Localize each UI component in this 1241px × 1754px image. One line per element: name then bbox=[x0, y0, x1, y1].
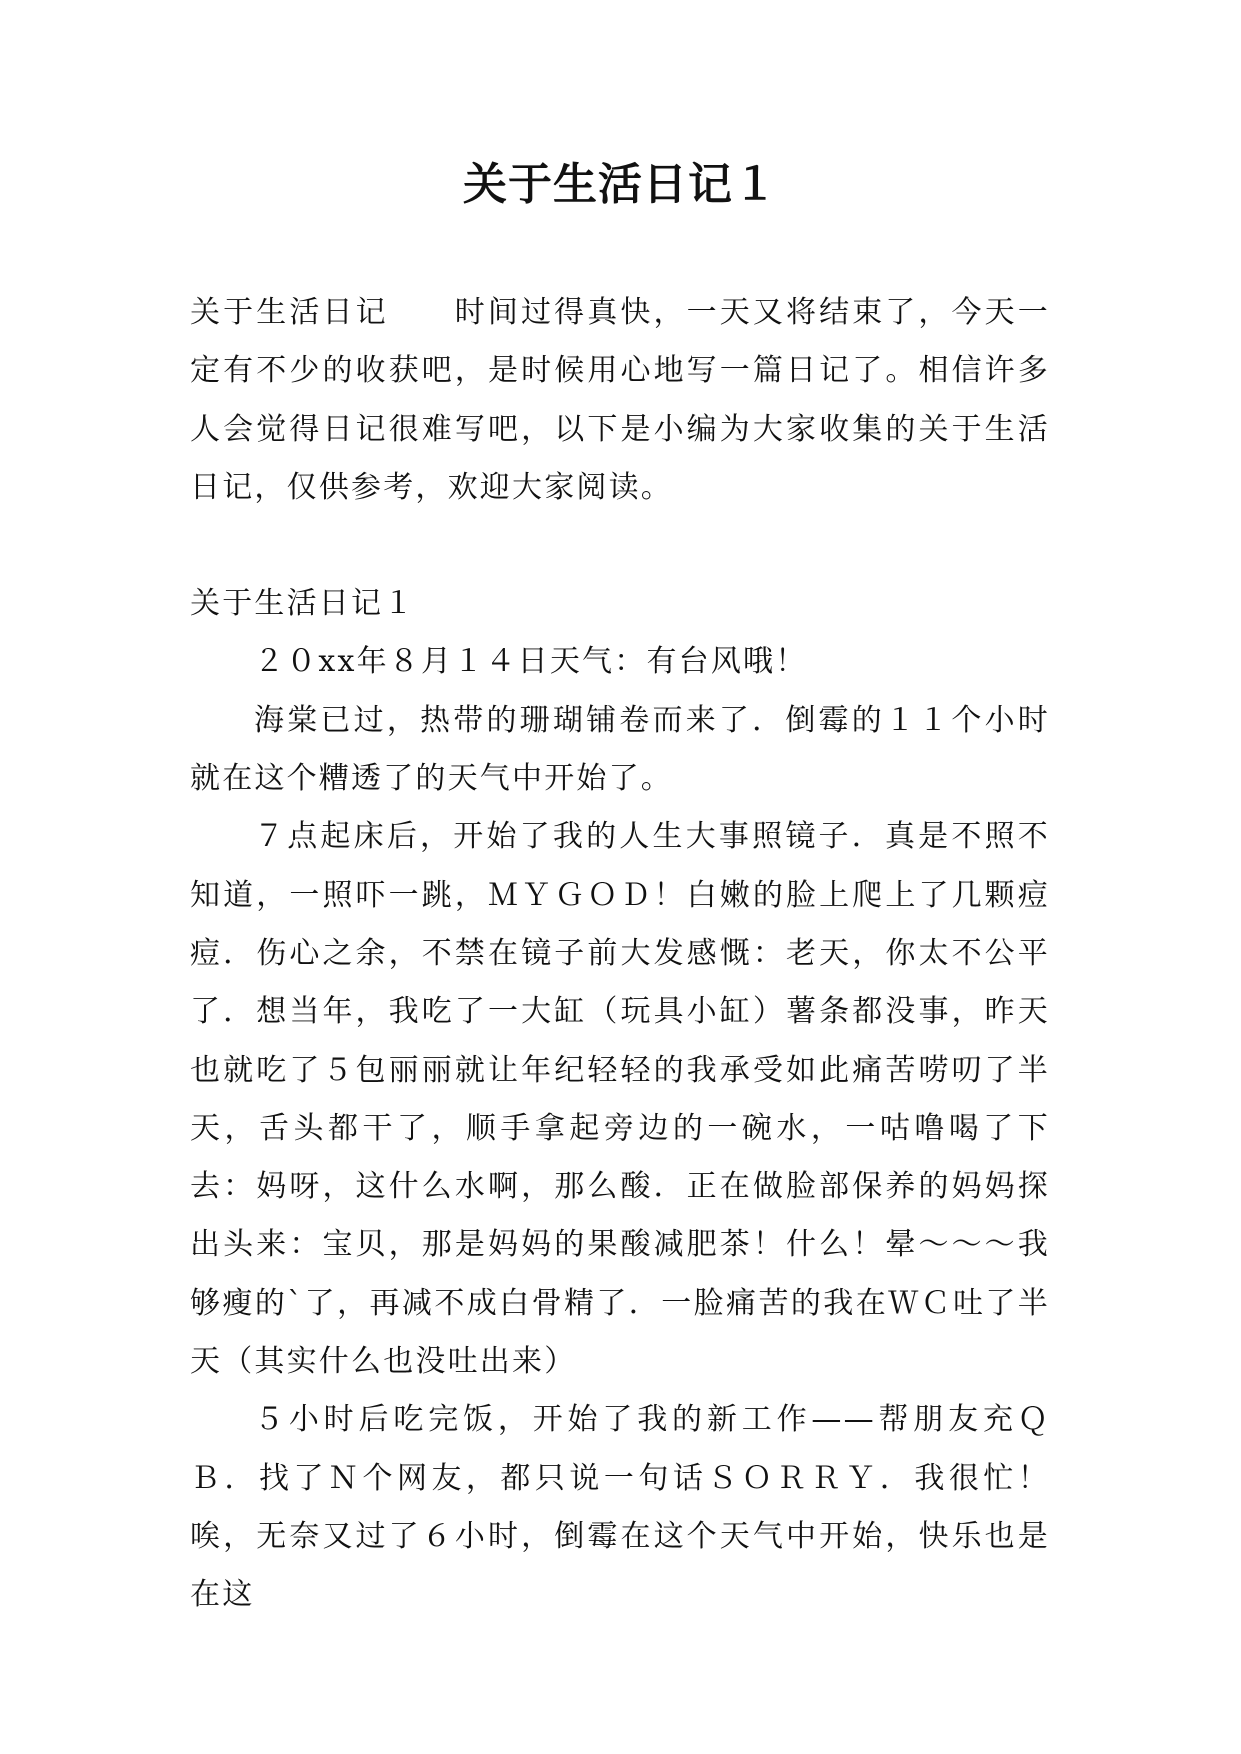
intro-text: 时间过得真快，一天又将结束了，今天一定有不少的收获吧，是时候用心地写一篇日记了。相信许多人会觉得日记很难写吧，以下是小编为大家收集的关于生活日记，仅供参考，欢迎大家阅读。 bbox=[190, 295, 1050, 505]
document-body bbox=[190, 284, 1050, 1625]
body-paragraph: ７点起床后，开始了我的人生大事照镜子．真是不照不知道，一照吓一跳，ＭＹＧＯＤ！白嫩的脸上爬上了几颗痘痘．伤心之余，不禁在镜子前大发感慨：老天，你太不公平了．想当年，我吃了一大缸（玩具小缸）薯条都没事，昨天也就吃了５包丽丽就让年纪轻轻的我承受如此痛苦唠叨了半天，舌头都干了，顺手拿起旁边的一碗水，一咕噜喝了下去：妈呀，这什么水啊，那么酸．正在做脸部保养的妈妈探出头来：宝贝，那是妈妈的果酸减肥茶！什么！晕～～～我够瘦的`了，再减不成白骨精了．一脸痛苦的我在ＷＣ吐了半天（其实什么也没吐出来） bbox=[190, 819, 1050, 1380]
intro-paragraph bbox=[190, 284, 1050, 517]
document-title: 关于生活日记１ bbox=[463, 159, 778, 210]
intro-label: 关于生活日记 bbox=[190, 295, 389, 330]
body-paragraph: 海棠已过，热带的珊瑚铺卷而来了．倒霉的１１个小时就在这个糟透了的天气中开始了。 bbox=[190, 702, 1050, 797]
section-heading: 关于生活日记１ bbox=[190, 586, 416, 622]
paragraph-spacer bbox=[190, 517, 1050, 575]
date-weather-line: ２０xx年８月１４日天气：有台风哦！ bbox=[254, 644, 808, 680]
body-paragraph: ５小时后吃完饭，开始了我的新工作——帮朋友充ＱＢ．找了Ｎ个网友，都只说一句话ＳＯＲＲＹ．我很忙！唉，无奈又过了６小时，倒霉在这个天气中开始，快乐也是在这 bbox=[190, 1402, 1050, 1613]
